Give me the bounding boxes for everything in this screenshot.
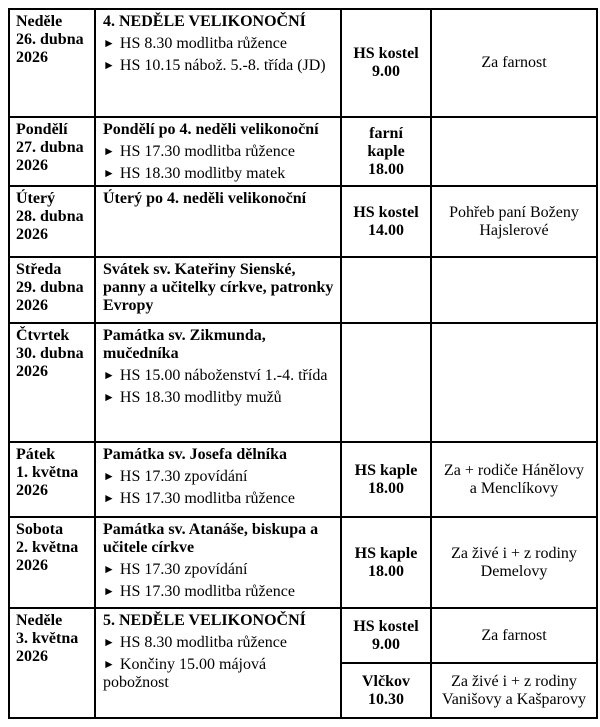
services-group [342, 258, 596, 322]
description-cell [96, 10, 342, 116]
event-text: HS 18.30 modlitby mužů [119, 389, 282, 406]
service-row [342, 662, 596, 717]
place-time-cell [342, 664, 432, 717]
event-text: HS 17.30 zpovídání [119, 561, 248, 578]
schedule-row [10, 607, 596, 717]
date-label: 28. dubna [16, 208, 84, 225]
event-item [103, 561, 334, 579]
feast-title: Pondělí po 4. neděli velikonoční [103, 121, 319, 138]
place-time-cell [342, 518, 432, 607]
place-line: 9.00 [372, 63, 400, 80]
services-group [342, 10, 596, 116]
description-cell [96, 609, 342, 717]
schedule-table [8, 8, 598, 719]
services-group [342, 324, 596, 441]
place-time-cell [342, 118, 432, 185]
service-row [342, 443, 596, 516]
description-cell [96, 324, 342, 441]
bullet-icon: ► [103, 657, 115, 671]
intention-cell [432, 10, 596, 116]
place-line: HS kostel [353, 617, 419, 635]
services-group [342, 187, 596, 256]
service-row [342, 609, 596, 662]
place-time-cell [342, 187, 432, 256]
bullet-icon: ► [103, 144, 115, 158]
event-item [103, 634, 334, 652]
intention-text: Za živé i + z rodiny Vanišovy a Kašparovy [442, 672, 586, 708]
event-item [103, 143, 334, 161]
service-row [342, 118, 596, 185]
feast-title: 5. NEDĚLE VELIKONOČNÍ [103, 612, 306, 629]
date-cell [10, 609, 96, 717]
day-label: Pátek [16, 446, 56, 463]
intention-cell [432, 664, 596, 717]
date-label: 29. dubna [16, 279, 84, 296]
date-cell [10, 187, 96, 256]
feast-title: Úterý po 4. neděli velikonoční [103, 190, 307, 207]
service-row [342, 258, 596, 322]
place-line: kaple [367, 142, 405, 160]
day-label: Středa [16, 261, 62, 278]
date-cell [10, 258, 96, 322]
place-line: HS kostel [353, 203, 419, 221]
bullet-icon: ► [103, 36, 115, 50]
date-label: 1. května [16, 464, 79, 481]
date-label: 3. května [16, 630, 79, 647]
feast-title: Památka sv. Zikmunda, mučedníka [103, 327, 266, 362]
schedule-row [10, 441, 596, 516]
date-cell [10, 10, 96, 116]
event-text: Končiny 15.00 májová pobožnost [103, 656, 267, 691]
place-time-cell [342, 10, 432, 116]
day-label: Sobota [16, 521, 64, 538]
event-item [103, 367, 334, 385]
event-item [103, 656, 334, 692]
date-label: 27. dubna [16, 139, 84, 156]
place-time-cell [342, 609, 432, 662]
day-label: Neděle [16, 13, 63, 30]
service-row [342, 187, 596, 256]
event-item [103, 583, 334, 601]
schedule-row [10, 10, 596, 116]
description-cell [96, 258, 342, 322]
event-item [103, 389, 334, 407]
date-label: 26. dubna [16, 31, 84, 48]
event-item [103, 165, 334, 183]
intention-cell [432, 609, 596, 662]
intention-cell [432, 258, 596, 322]
schedule-row [10, 185, 596, 256]
event-text: HS 17.30 modlitba růžence [119, 143, 295, 160]
event-item [103, 490, 334, 508]
bullet-icon: ► [103, 58, 115, 72]
year-label: 2026 [16, 226, 48, 243]
day-label: Neděle [16, 612, 63, 629]
intention-cell [432, 324, 596, 441]
place-line: 18.00 [368, 562, 404, 580]
year-label: 2026 [16, 648, 48, 665]
service-row [342, 324, 596, 441]
intention-text: Za živé i + z rodiny Demelovy [451, 544, 577, 580]
description-cell [96, 443, 342, 516]
year-label: 2026 [16, 482, 48, 499]
day-label: Čtvrtek [16, 327, 70, 344]
event-text: HS 8.30 modlitba růžence [119, 35, 287, 52]
date-cell [10, 324, 96, 441]
place-line: 14.00 [368, 221, 404, 239]
event-item [103, 35, 334, 53]
services-group [342, 118, 596, 185]
year-label: 2026 [16, 363, 48, 380]
place-line: 9.00 [372, 635, 400, 653]
bullet-icon: ► [103, 562, 115, 576]
place-line: 18.00 [368, 160, 404, 178]
bullet-icon: ► [103, 635, 115, 649]
intention-cell [432, 187, 596, 256]
services-group [342, 518, 596, 607]
feast-title: Památka sv. Josefa dělníka [103, 446, 288, 463]
date-label: 30. dubna [16, 345, 84, 362]
description-cell [96, 187, 342, 256]
intention-text: Za + rodiče Hánělovy a Menclíkovy [443, 461, 585, 497]
bullet-icon: ► [103, 469, 115, 483]
place-time-cell [342, 258, 432, 322]
year-label: 2026 [16, 557, 48, 574]
feast-title: 4. NEDĚLE VELIKONOČNÍ [103, 13, 306, 30]
year-label: 2026 [16, 297, 48, 314]
date-cell [10, 518, 96, 607]
feast-title: Svátek sv. Kateřiny Sienské, panny a učitelky církve, patronky Evropy [103, 261, 334, 314]
bullet-icon: ► [103, 491, 115, 505]
place-time-cell [342, 443, 432, 516]
date-cell [10, 118, 96, 185]
date-label: 2. května [16, 539, 79, 556]
date-cell [10, 443, 96, 516]
schedule-row [10, 516, 596, 607]
schedule-row [10, 322, 596, 441]
event-text: HS 17.30 modlitba růžence [119, 490, 295, 507]
event-text: HS 8.30 modlitba růžence [119, 634, 287, 651]
event-item [103, 468, 334, 486]
event-text: HS 17.30 zpovídání [119, 468, 248, 485]
service-row [342, 10, 596, 116]
year-label: 2026 [16, 49, 48, 66]
schedule-row [10, 116, 596, 185]
services-group [342, 609, 596, 717]
services-group [342, 443, 596, 516]
description-cell [96, 118, 342, 185]
day-label: Úterý [16, 190, 56, 207]
place-line: HS kaple [354, 544, 418, 562]
event-item [103, 57, 334, 75]
place-time-cell [342, 324, 432, 441]
bullet-icon: ► [103, 368, 115, 382]
place-line: farní [369, 124, 403, 142]
intention-cell [432, 518, 596, 607]
bullet-icon: ► [103, 166, 115, 180]
event-text: HS 18.30 modlitby matek [119, 165, 286, 182]
intention-cell [432, 443, 596, 516]
service-row [342, 518, 596, 607]
schedule-row [10, 256, 596, 322]
year-label: 2026 [16, 157, 48, 174]
bullet-icon: ► [103, 390, 115, 404]
place-line: HS kaple [354, 461, 418, 479]
event-text: HS 17.30 modlitba růžence [119, 583, 295, 600]
intention-cell [432, 118, 596, 185]
bullet-icon: ► [103, 584, 115, 598]
place-line: HS kostel [353, 45, 419, 62]
description-cell [96, 518, 342, 607]
feast-title: Památka sv. Atanáše, biskupa a učitele církve [103, 521, 319, 556]
event-text: HS 10.15 nábož. 5.-8. třída (JD) [119, 57, 326, 74]
event-text: HS 15.00 náboženství 1.-4. třída [119, 367, 328, 384]
day-label: Pondělí [16, 121, 68, 138]
place-line: Vlčkov [362, 672, 410, 690]
place-line: 10.30 [368, 690, 404, 708]
intention-text: Za farnost [481, 626, 547, 644]
intention-text: Pohřeb paní Boženy Hajslerové [449, 203, 579, 239]
intention-text: Za farnost [481, 54, 547, 71]
place-line: 18.00 [368, 479, 404, 497]
